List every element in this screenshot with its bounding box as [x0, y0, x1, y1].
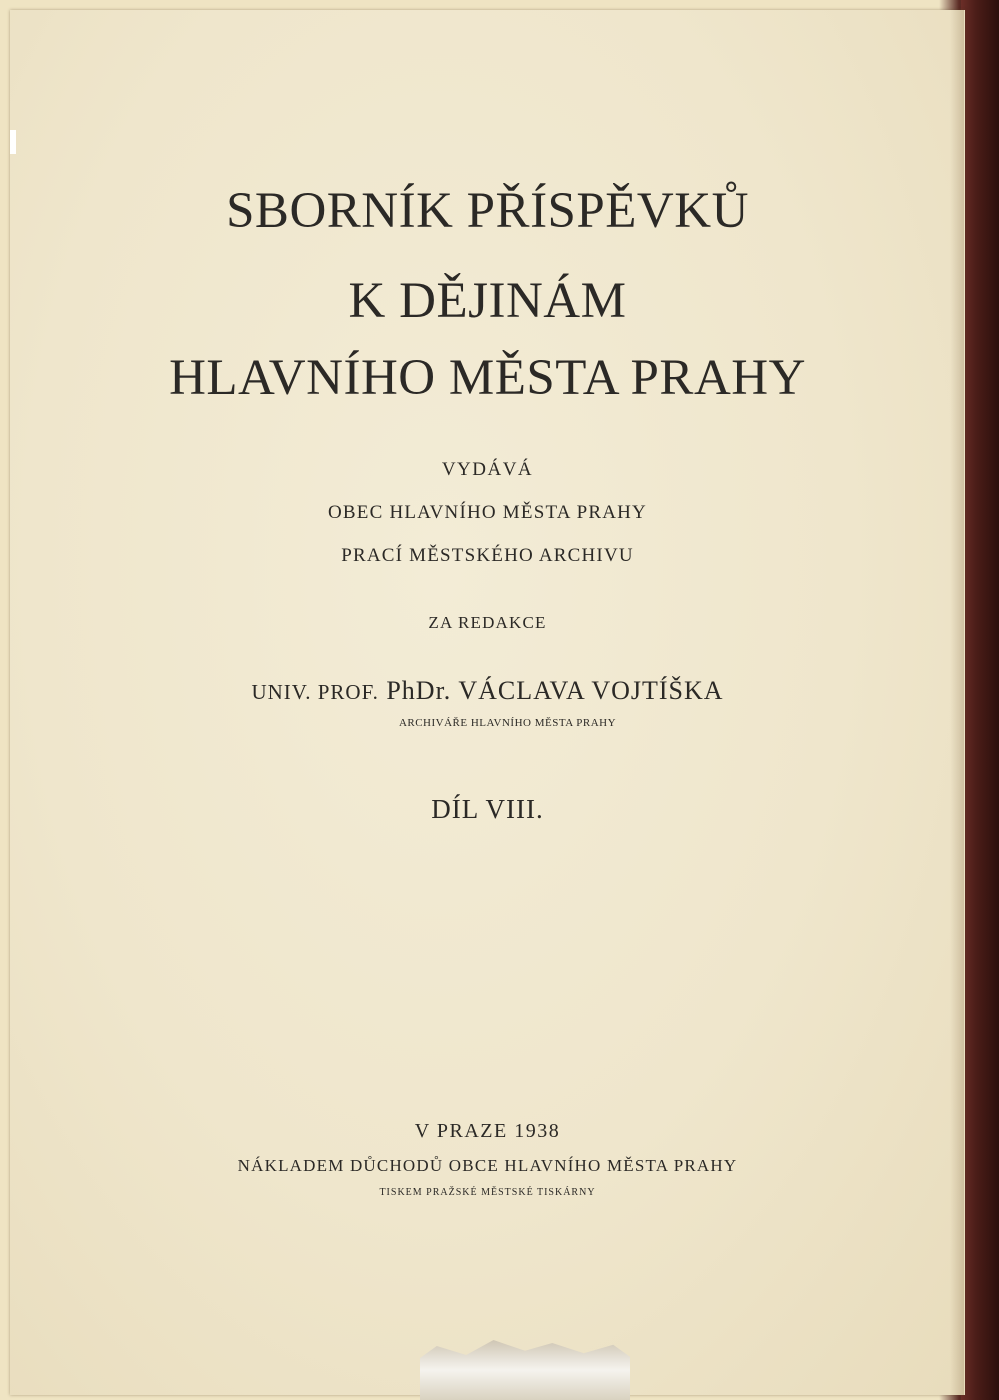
title-page — [10, 10, 965, 1395]
editor-prefix: UNIV. PROF. — [251, 680, 379, 704]
editor-role: ARCHIVÁŘE HLAVNÍHO MĚSTA PRAHY — [398, 717, 617, 729]
page-notch — [10, 130, 16, 154]
title-line-2: K DĚJINÁM — [348, 273, 627, 329]
publisher-label: VYDÁVÁ — [441, 459, 534, 480]
imprint-printer: TISKEM PRAŽSKÉ MĚSTSKÉ TISKÁRNY — [379, 1187, 596, 1198]
publisher-line-2: PRACÍ MĚSTSKÉHO ARCHIVU — [341, 545, 634, 566]
publisher-line-1: OBEC HLAVNÍHO MĚSTA PRAHY — [328, 502, 647, 523]
imprint-place-year: V PRAZE 1938 — [414, 1120, 561, 1142]
title-line-1: SBORNÍK PŘÍSPĚVKŮ — [226, 183, 749, 239]
volume-number: DÍL VIII. — [431, 794, 544, 824]
editor-line — [10, 676, 965, 706]
editor-name: PhDr. VÁCLAVA VOJTÍŠKA — [386, 676, 724, 705]
imprint-publisher: NÁKLADEM DŮCHODŮ OBCE HLAVNÍHO MĚSTA PRAHY — [237, 1156, 738, 1175]
title-line-3: HLAVNÍHO MĚSTA PRAHY — [169, 350, 806, 406]
book-spine — [961, 0, 999, 1400]
editor-label: ZA REDAKCE — [428, 613, 547, 632]
page-edge-shadow — [950, 10, 964, 1395]
